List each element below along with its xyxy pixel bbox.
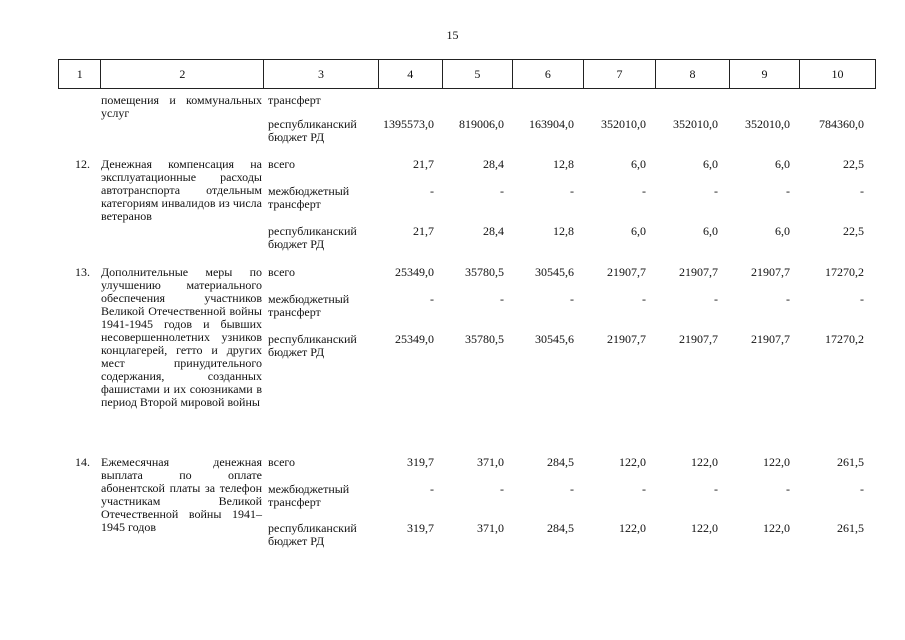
header-col-10: 10 <box>799 60 876 88</box>
funding-source-label: всего <box>268 157 296 171</box>
value-cell: - <box>714 292 718 306</box>
value-cell: 35780,5 <box>465 332 504 346</box>
value-cell: 352010,0 <box>601 117 646 131</box>
value-cell: - <box>430 184 434 198</box>
funding-source-label: межбюджетный трансферт <box>268 292 350 319</box>
value-cell: 284,5 <box>547 521 574 535</box>
value-cell: 371,0 <box>477 521 504 535</box>
funding-source-label: всего <box>268 455 296 469</box>
funding-source-label: республиканский бюджет РД <box>268 521 357 548</box>
value-cell: 30545,6 <box>535 332 574 346</box>
header-col-3: 3 <box>263 60 377 88</box>
header-col-4: 4 <box>378 60 442 88</box>
value-cell: 28,4 <box>483 157 504 171</box>
value-cell: - <box>430 482 434 496</box>
value-cell: - <box>642 482 646 496</box>
value-cell: 319,7 <box>407 455 434 469</box>
value-cell: 261,5 <box>837 455 864 469</box>
value-cell: 21907,7 <box>679 265 718 279</box>
row-description: Дополнительные меры по улучшению материального обеспечения участников Великой Отечественной войны 1941-1945 годов и бывших несовершеннолетних узников концлагерей, гетто и других мест принудительного содержания, созданных фашистами и их союзниками в период Второй мировой войны <box>101 265 262 409</box>
funding-source-label: республиканский бюджет РД <box>268 224 357 251</box>
value-cell: 319,7 <box>407 521 434 535</box>
value-cell: 21907,7 <box>607 332 646 346</box>
funding-source-label: республиканский бюджет РД <box>268 117 357 144</box>
value-cell: 1395573,0 <box>383 117 434 131</box>
value-cell: 6,0 <box>775 157 790 171</box>
page-number: 15 <box>446 28 459 42</box>
value-cell: 28,4 <box>483 224 504 238</box>
funding-source-label: межбюджетный трансферт <box>268 482 350 509</box>
value-cell: 122,0 <box>691 521 718 535</box>
table-header <box>58 59 876 89</box>
funding-source-label: межбюджетный трансферт <box>268 184 350 211</box>
value-cell: 21,7 <box>413 224 434 238</box>
value-cell: - <box>714 184 718 198</box>
row-description: Денежная компенсация на эксплуатационные расходы автотранспорта отдельным категориям инвалидов из числа ветеранов <box>101 157 262 223</box>
value-cell: 6,0 <box>703 224 718 238</box>
value-cell: - <box>500 184 504 198</box>
value-cell: 12,8 <box>553 157 574 171</box>
value-cell: - <box>570 184 574 198</box>
value-cell: 21907,7 <box>751 265 790 279</box>
funding-source-label: республиканский бюджет РД <box>268 332 357 359</box>
value-cell: 122,0 <box>691 455 718 469</box>
value-cell: 122,0 <box>763 455 790 469</box>
value-cell: 784360,0 <box>819 117 864 131</box>
funding-source-label: всего <box>268 265 296 279</box>
value-cell: - <box>500 292 504 306</box>
value-cell: 21907,7 <box>607 265 646 279</box>
value-cell: 261,5 <box>837 521 864 535</box>
value-cell: 122,0 <box>763 521 790 535</box>
funding-source-label: трансферт <box>268 93 321 107</box>
header-col-5: 5 <box>442 60 512 88</box>
value-cell: 352010,0 <box>745 117 790 131</box>
header-col-9: 9 <box>729 60 799 88</box>
header-col-7: 7 <box>583 60 655 88</box>
value-cell: 122,0 <box>619 521 646 535</box>
value-cell: 284,5 <box>547 455 574 469</box>
header-col-8: 8 <box>655 60 729 88</box>
value-cell: - <box>786 482 790 496</box>
value-cell: - <box>642 184 646 198</box>
value-cell: - <box>570 482 574 496</box>
value-cell: - <box>714 482 718 496</box>
value-cell: 35780,5 <box>465 265 504 279</box>
row-number: 13. <box>75 265 90 279</box>
value-cell: 22,5 <box>843 157 864 171</box>
value-cell: 6,0 <box>631 224 646 238</box>
value-cell: - <box>860 482 864 496</box>
value-cell: 6,0 <box>703 157 718 171</box>
value-cell: 6,0 <box>631 157 646 171</box>
value-cell: - <box>860 292 864 306</box>
value-cell: 6,0 <box>775 224 790 238</box>
value-cell: - <box>500 482 504 496</box>
value-cell: 17270,2 <box>825 332 864 346</box>
row-description: помещения и коммунальных услуг <box>101 93 262 120</box>
value-cell: 22,5 <box>843 224 864 238</box>
value-cell: 371,0 <box>477 455 504 469</box>
value-cell: 163904,0 <box>529 117 574 131</box>
value-cell: 122,0 <box>619 455 646 469</box>
row-description: Ежемесячная денежная выплата по оплате абонентской платы за телефон участникам Великой Отечественной войны 1941–1945 годов <box>101 455 262 534</box>
value-cell: 819006,0 <box>459 117 504 131</box>
header-col-2: 2 <box>100 60 263 88</box>
value-cell: 352010,0 <box>673 117 718 131</box>
value-cell: 12,8 <box>553 224 574 238</box>
value-cell: - <box>786 184 790 198</box>
value-cell: - <box>570 292 574 306</box>
value-cell: 21907,7 <box>751 332 790 346</box>
value-cell: 17270,2 <box>825 265 864 279</box>
row-number: 14. <box>75 455 90 469</box>
row-number: 12. <box>75 157 90 171</box>
header-col-6: 6 <box>512 60 583 88</box>
value-cell: 30545,6 <box>535 265 574 279</box>
value-cell: - <box>860 184 864 198</box>
value-cell: - <box>642 292 646 306</box>
value-cell: - <box>430 292 434 306</box>
value-cell: - <box>786 292 790 306</box>
header-col-1: 1 <box>58 60 100 88</box>
value-cell: 25349,0 <box>395 265 434 279</box>
value-cell: 25349,0 <box>395 332 434 346</box>
value-cell: 21,7 <box>413 157 434 171</box>
value-cell: 21907,7 <box>679 332 718 346</box>
